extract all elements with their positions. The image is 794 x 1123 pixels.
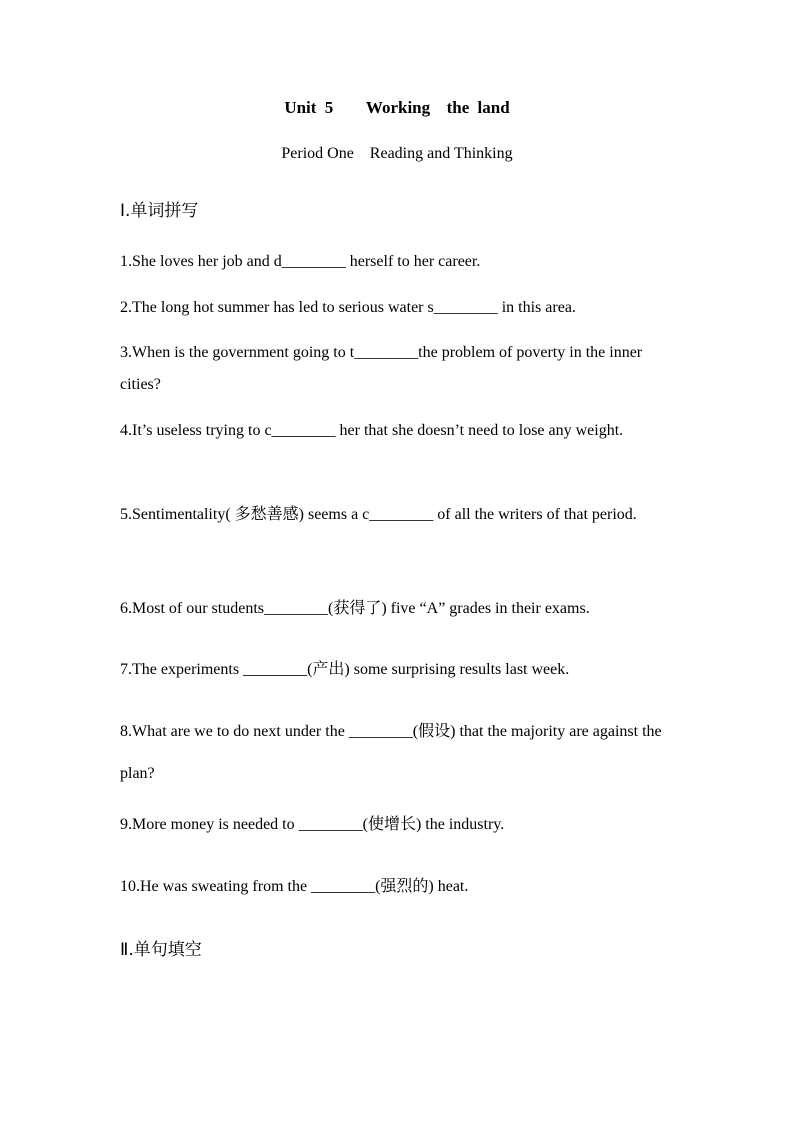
question-4: 4.It’s useless trying to c________ her that she doesn’t need to lose any weight. <box>120 422 624 439</box>
question-3: 3.When is the government going to t________the problem of poverty in the inner cities? <box>120 344 643 393</box>
question-8: 8.What are we to do next under the ________(假设) that the majority are against the plan? <box>120 723 662 782</box>
question-1: 1.She loves her job and d________ herself to her career. <box>120 253 481 270</box>
question-7: 7.The experiments ________(产出) some surprising results last week. <box>120 661 570 678</box>
section-heading-fill-in: Ⅱ.单句填空 <box>120 940 202 960</box>
section-heading-spelling: Ⅰ.单词拼写 <box>120 201 199 221</box>
question-9: 9.More money is needed to ________(使增长) the industry. <box>120 816 505 833</box>
period-subtitle: Period One Reading and Thinking <box>281 145 513 162</box>
unit-title: Unit 5 Working the land <box>284 98 510 117</box>
question-6: 6.Most of our students________(获得了) five “A” grades in their exams. <box>120 600 590 617</box>
question-5: 5.Sentimentality( 多愁善感) seems a c________ of all the writers of that period. <box>120 506 637 523</box>
question-10: 10.He was sweating from the ________(强烈的) heat. <box>120 878 469 895</box>
question-2: 2.The long hot summer has led to serious water s________ in this area. <box>120 299 576 316</box>
